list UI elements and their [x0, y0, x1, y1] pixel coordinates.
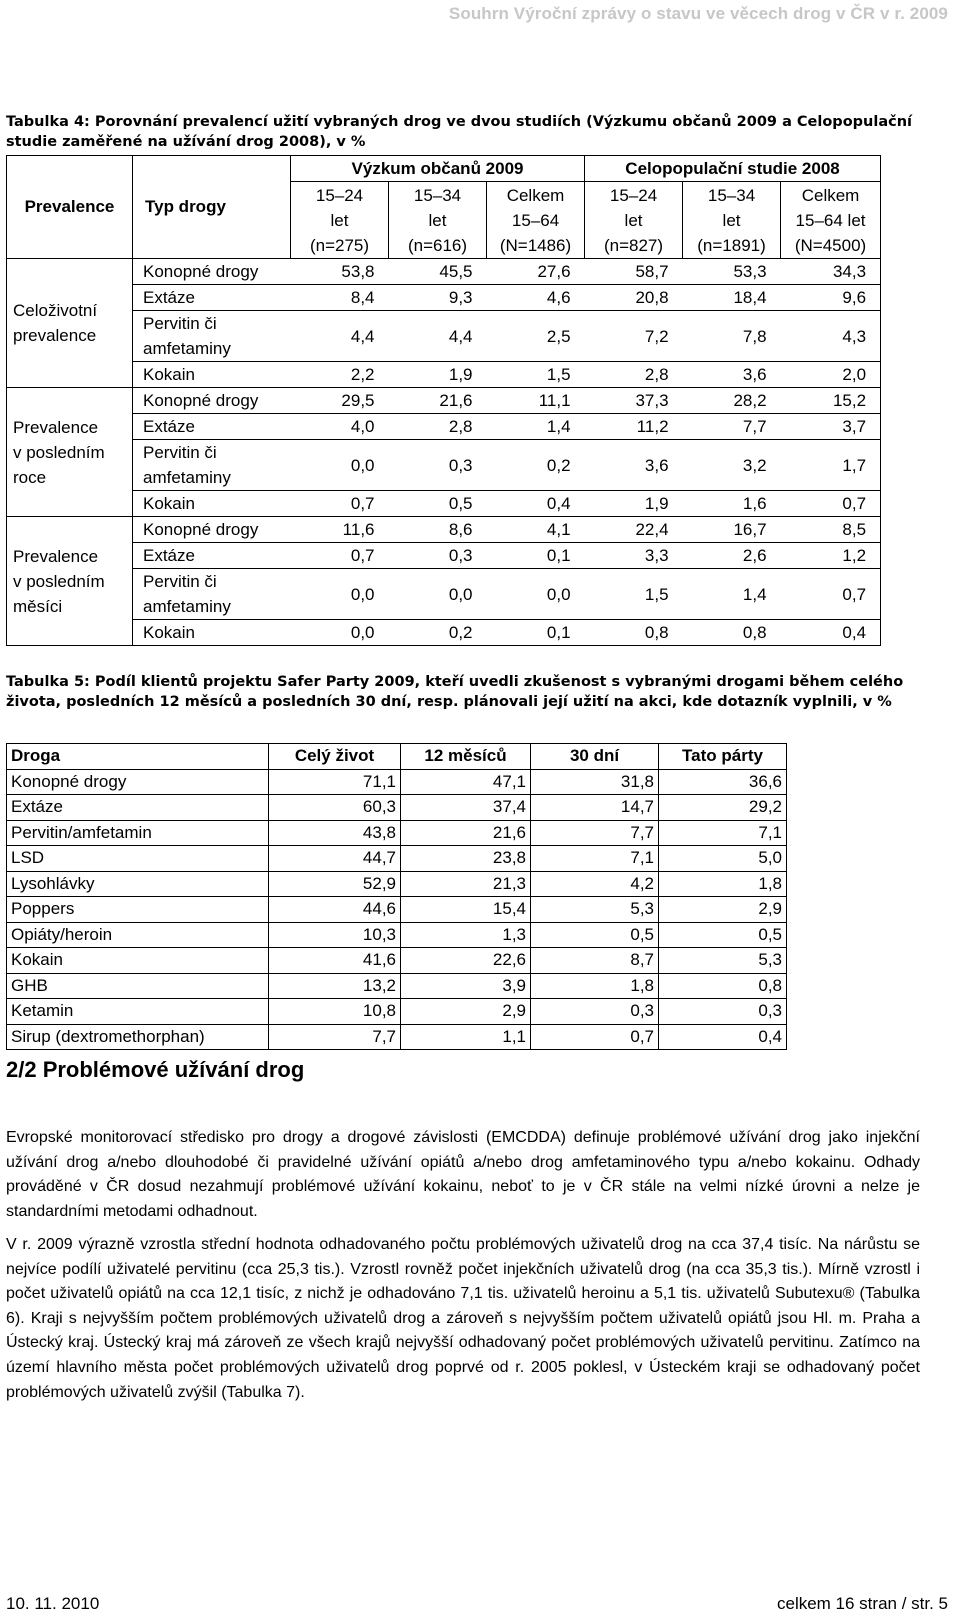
- column-header: 12 měsíců: [401, 744, 531, 770]
- line: (N=4500): [794, 235, 867, 255]
- value-cell: 47,1: [401, 769, 531, 795]
- line: Pervitin či: [143, 572, 217, 591]
- value-cell: 2,6: [683, 543, 781, 569]
- value-cell: 0,3: [389, 543, 487, 569]
- line: 15–64: [511, 210, 560, 230]
- value-cell: 53,8: [291, 259, 389, 285]
- footer-page-count: celkem 16 stran / str. 5: [776, 1594, 948, 1613]
- line: měsíci: [13, 596, 63, 616]
- study2-header: Celopopulační studie 2008: [585, 156, 881, 182]
- table-row: [7, 973, 787, 999]
- line: Kokain: [143, 493, 195, 513]
- table-row: [7, 414, 881, 440]
- drug-name: [133, 362, 291, 388]
- value-cell: 2,8: [389, 414, 487, 440]
- drug-name: [133, 491, 291, 517]
- line: Prevalence: [13, 417, 99, 437]
- line: 15–34: [413, 185, 462, 205]
- paragraph: Evropské monitorovací středisko pro drogy a drogové závislosti (EMCDDA) definuje problémové užívání drog jako injekční užívání drog a/nebo dlouhodobé či pravidelné užívání opiátů a/nebo drog amfetaminového typu a/nebo kokainu. Odhady prováděné v ČR dosud nezahmují problémové užívání kokainu, neboť to je v ČR stále na velmi nízké úrovni a nelze je standardními metodami odhadnout.: [6, 1129, 920, 1220]
- value-cell: 0,4: [781, 620, 881, 646]
- table-row: [7, 922, 787, 948]
- drug-name: Pervitin/amfetamin: [7, 820, 269, 846]
- value-cell: 1,2: [781, 543, 881, 569]
- table-row: [7, 259, 881, 285]
- value-cell: 22,4: [585, 517, 683, 543]
- value-cell: 7,1: [531, 846, 659, 872]
- value-cell: 0,0: [291, 440, 389, 491]
- line: Celkem: [801, 185, 860, 205]
- value-cell: 11,2: [585, 414, 683, 440]
- table-row: [7, 569, 881, 620]
- value-cell: 5,3: [531, 897, 659, 923]
- value-cell: 5,0: [659, 846, 787, 872]
- line: Extáze: [143, 416, 195, 436]
- value-cell: 3,9: [401, 973, 531, 999]
- value-cell: 1,5: [487, 362, 585, 388]
- value-cell: 0,4: [487, 491, 585, 517]
- line: amfetaminy: [143, 468, 231, 487]
- table5-caption: Tabulka 5: Podíl klientů projektu Safer Party 2009, kteří uvedli zkušenost s vybranými drogami během celého života, posledních 12 měsíců a posledních 30 dní, resp. plánovali její užití na akci, kde dotazník vyplnili, v %: [6, 674, 904, 710]
- value-cell: 0,0: [291, 620, 389, 646]
- line: 15–34: [707, 185, 756, 205]
- section-title: 2/2 Problémové užívání drog: [6, 1057, 305, 1082]
- value-cell: 0,7: [291, 543, 389, 569]
- value-cell: 22,6: [401, 948, 531, 974]
- line: Pervitin či: [143, 314, 217, 333]
- line: let: [428, 210, 447, 230]
- value-cell: 9,6: [781, 285, 881, 311]
- value-cell: 7,8: [683, 311, 781, 362]
- value-cell: 11,1: [487, 388, 585, 414]
- line: 15–64 let: [795, 210, 866, 230]
- table4-caption: Tabulka 4: Porovnání prevalencí užití vybraných drog ve dvou studiích (Výzkumu občanů 2009 a Celopopulační studie zaměřené na užívání drog 2008), v %: [6, 114, 912, 150]
- line: Extáze: [143, 287, 195, 307]
- age-group-header: [781, 182, 881, 259]
- line: let: [330, 210, 349, 230]
- drug-name: Ketamin: [7, 999, 269, 1025]
- value-cell: 0,8: [683, 620, 781, 646]
- table-row: [7, 871, 787, 897]
- value-cell: 8,6: [389, 517, 487, 543]
- table-row: [7, 897, 787, 923]
- value-cell: 2,8: [585, 362, 683, 388]
- prevalence-group-label: [7, 388, 133, 517]
- paragraph: V r. 2009 výrazně vzrostla střední hodnota odhadovaného počtu problémových uživatelů drog na cca 37,4 tisíc. Na nárůstu se nejvíce podílí uživatelé pervitinu (cca 25,3 tis.). Vzrostl rovněž počet injekčních uživatelů drog (na cca 35,3 tis.). Mírně vzrostl i počet uživatelů opiátů na cca 12,1 tisíc, z nichž je odhadováno 7,1 tis. uživatelů heroinu a 5,1 tis. uživatelů Subutexu® (Tabulka 6). Kraji s nejvyšším počtem problémových uživatelů drog a zároveň s nejvyšším počtem uživatelů opiátů jsou Hl. m. Praha a Ústecký kraj. Ústecký kraj má zároveň ze všech krajů nejvyšší odhadovaný počet problémových uživatelů pervitinu. Zatímco na území hlavního města počet problémových uživatelů drog poprvé od r. 2005 poklesl, v Ústeckém kraji se odhadovaný počet problémových uživatelů zvýšil (Tabulka 7).: [6, 1236, 920, 1401]
- value-cell: 7,1: [659, 820, 787, 846]
- value-cell: 1,7: [781, 440, 881, 491]
- drug-name: [133, 569, 291, 620]
- drug-name: GHB: [7, 973, 269, 999]
- value-cell: 1,8: [659, 871, 787, 897]
- value-cell: 7,2: [585, 311, 683, 362]
- value-cell: 0,3: [389, 440, 487, 491]
- value-cell: 0,3: [531, 999, 659, 1025]
- table-row: [7, 1024, 787, 1050]
- line: Celkem: [506, 185, 565, 205]
- value-cell: 2,0: [781, 362, 881, 388]
- age-group-header: [487, 182, 585, 259]
- drug-name: [133, 440, 291, 491]
- value-cell: 2,9: [401, 999, 531, 1025]
- value-cell: 18,4: [683, 285, 781, 311]
- line: (n=1891): [697, 235, 766, 255]
- table5: [6, 743, 787, 1050]
- table-row: [7, 491, 881, 517]
- value-cell: 37,4: [401, 795, 531, 821]
- drug-name: [133, 620, 291, 646]
- value-cell: 0,2: [487, 440, 585, 491]
- value-cell: 3,2: [683, 440, 781, 491]
- column-header: Celý život: [269, 744, 401, 770]
- value-cell: 0,1: [487, 543, 585, 569]
- drug-name: Sirup (dextromethorphan): [7, 1024, 269, 1050]
- value-cell: 27,6: [487, 259, 585, 285]
- table-row: [7, 820, 787, 846]
- value-cell: 4,6: [487, 285, 585, 311]
- line: Konopné drogy: [143, 261, 259, 281]
- value-cell: 4,3: [781, 311, 881, 362]
- value-cell: 21,6: [389, 388, 487, 414]
- column-header: 30 dní: [531, 744, 659, 770]
- value-cell: 16,7: [683, 517, 781, 543]
- header-row: [7, 156, 881, 182]
- line: (n=827): [603, 235, 664, 255]
- drug-type-header: Typ drogy: [133, 156, 291, 259]
- table-row: [7, 311, 881, 362]
- value-cell: 44,7: [269, 846, 401, 872]
- line: Pervitin či: [143, 443, 217, 462]
- drug-name: [133, 388, 291, 414]
- value-cell: 7,7: [269, 1024, 401, 1050]
- value-cell: 1,6: [683, 491, 781, 517]
- value-cell: 0,7: [291, 491, 389, 517]
- value-cell: 1,4: [487, 414, 585, 440]
- line: amfetaminy: [143, 339, 231, 358]
- table-row: [7, 285, 881, 311]
- drug-name: [133, 414, 291, 440]
- value-cell: 53,3: [683, 259, 781, 285]
- line: Celoživotní: [13, 301, 98, 320]
- value-cell: 21,6: [401, 820, 531, 846]
- value-cell: 0,7: [531, 1024, 659, 1050]
- value-cell: 1,9: [585, 491, 683, 517]
- value-cell: 14,7: [531, 795, 659, 821]
- value-cell: 37,3: [585, 388, 683, 414]
- age-group-header: [585, 182, 683, 259]
- drug-name: Lysohlávky: [7, 871, 269, 897]
- table-row: [7, 769, 787, 795]
- value-cell: 71,1: [269, 769, 401, 795]
- line: 15–24: [609, 185, 658, 205]
- value-cell: 0,8: [659, 973, 787, 999]
- table-row: [7, 517, 881, 543]
- column-header: Tato párty: [659, 744, 787, 770]
- value-cell: 8,5: [781, 517, 881, 543]
- line: 15–24: [315, 185, 364, 205]
- value-cell: 3,6: [585, 440, 683, 491]
- table-row: [7, 543, 881, 569]
- value-cell: 0,0: [389, 569, 487, 620]
- line: Kokain: [143, 364, 195, 384]
- line: v posledním: [13, 442, 105, 462]
- line: (n=275): [309, 235, 370, 255]
- age-group-header: [389, 182, 487, 259]
- prevalence-group-label: [7, 517, 133, 646]
- value-cell: 43,8: [269, 820, 401, 846]
- value-cell: 41,6: [269, 948, 401, 974]
- value-cell: 45,5: [389, 259, 487, 285]
- value-cell: 10,8: [269, 999, 401, 1025]
- line: Kokain: [143, 622, 195, 642]
- value-cell: 10,3: [269, 922, 401, 948]
- value-cell: 1,4: [683, 569, 781, 620]
- value-cell: 28,2: [683, 388, 781, 414]
- value-cell: 11,6: [291, 517, 389, 543]
- value-cell: 2,5: [487, 311, 585, 362]
- drug-name: [133, 517, 291, 543]
- drug-name: Opiáty/heroin: [7, 922, 269, 948]
- prevalence-header: Prevalence: [7, 156, 133, 259]
- line: Prevalence: [13, 546, 99, 566]
- value-cell: 7,7: [683, 414, 781, 440]
- value-cell: 0,5: [659, 922, 787, 948]
- value-cell: 1,1: [401, 1024, 531, 1050]
- drug-name: Extáze: [7, 795, 269, 821]
- line: roce: [13, 467, 47, 487]
- drug-name: Konopné drogy: [7, 769, 269, 795]
- value-cell: 0,1: [487, 620, 585, 646]
- table-row: [7, 388, 881, 414]
- value-cell: 7,7: [531, 820, 659, 846]
- value-cell: 1,9: [389, 362, 487, 388]
- age-group-header: [291, 182, 389, 259]
- value-cell: 20,8: [585, 285, 683, 311]
- value-cell: 34,3: [781, 259, 881, 285]
- value-cell: 0,2: [389, 620, 487, 646]
- value-cell: 4,1: [487, 517, 585, 543]
- table-row: [7, 999, 787, 1025]
- header-row: [7, 744, 787, 770]
- column-header: Droga: [7, 744, 269, 770]
- age-group-header: [683, 182, 781, 259]
- value-cell: 0,7: [781, 569, 881, 620]
- value-cell: 23,8: [401, 846, 531, 872]
- value-cell: 3,3: [585, 543, 683, 569]
- value-cell: 4,2: [531, 871, 659, 897]
- value-cell: 0,0: [487, 569, 585, 620]
- value-cell: 15,4: [401, 897, 531, 923]
- value-cell: 0,4: [659, 1024, 787, 1050]
- value-cell: 9,3: [389, 285, 487, 311]
- table-row: [7, 795, 787, 821]
- line: let: [624, 210, 643, 230]
- drug-name: Kokain: [7, 948, 269, 974]
- drug-name: [133, 259, 291, 285]
- value-cell: 0,7: [781, 491, 881, 517]
- value-cell: 44,6: [269, 897, 401, 923]
- value-cell: 52,9: [269, 871, 401, 897]
- study1-header: Výzkum občanů 2009: [291, 156, 585, 182]
- line: Extáze: [143, 545, 195, 565]
- value-cell: 0,5: [389, 491, 487, 517]
- value-cell: 58,7: [585, 259, 683, 285]
- value-cell: 31,8: [531, 769, 659, 795]
- value-cell: 3,6: [683, 362, 781, 388]
- table-row: [7, 620, 881, 646]
- value-cell: 5,3: [659, 948, 787, 974]
- value-cell: 0,8: [585, 620, 683, 646]
- line: prevalence: [13, 326, 97, 345]
- drug-name: [133, 285, 291, 311]
- drug-name: LSD: [7, 846, 269, 872]
- value-cell: 29,2: [659, 795, 787, 821]
- line: amfetaminy: [143, 597, 231, 616]
- value-cell: 2,2: [291, 362, 389, 388]
- value-cell: 36,6: [659, 769, 787, 795]
- running-header: Souhrn Výroční zprávy o stavu ve věcech drog v ČR v r. 2009: [448, 4, 948, 23]
- line: Konopné drogy: [143, 519, 259, 539]
- drug-name: [133, 543, 291, 569]
- table-row: [7, 362, 881, 388]
- value-cell: 2,9: [659, 897, 787, 923]
- footer-date: 10. 11. 2010: [6, 1594, 100, 1613]
- value-cell: 0,3: [659, 999, 787, 1025]
- prevalence-group-label: [7, 259, 133, 388]
- line: v posledním: [13, 571, 105, 591]
- table-row: [7, 846, 787, 872]
- value-cell: 13,2: [269, 973, 401, 999]
- value-cell: 21,3: [401, 871, 531, 897]
- value-cell: 1,8: [531, 973, 659, 999]
- value-cell: 0,5: [531, 922, 659, 948]
- drug-name: Poppers: [7, 897, 269, 923]
- value-cell: 60,3: [269, 795, 401, 821]
- drug-name: [133, 311, 291, 362]
- table4: [6, 155, 881, 646]
- line: let: [722, 210, 741, 230]
- value-cell: 1,5: [585, 569, 683, 620]
- value-cell: 0,0: [291, 569, 389, 620]
- line: (n=616): [407, 235, 468, 255]
- value-cell: 4,4: [291, 311, 389, 362]
- value-cell: 15,2: [781, 388, 881, 414]
- line: (N=1486): [499, 235, 572, 255]
- value-cell: 8,7: [531, 948, 659, 974]
- value-cell: 29,5: [291, 388, 389, 414]
- table-row: [7, 948, 787, 974]
- value-cell: 1,3: [401, 922, 531, 948]
- table-row: [7, 440, 881, 491]
- value-cell: 4,0: [291, 414, 389, 440]
- line: Konopné drogy: [143, 390, 259, 410]
- value-cell: 8,4: [291, 285, 389, 311]
- value-cell: 3,7: [781, 414, 881, 440]
- value-cell: 4,4: [389, 311, 487, 362]
